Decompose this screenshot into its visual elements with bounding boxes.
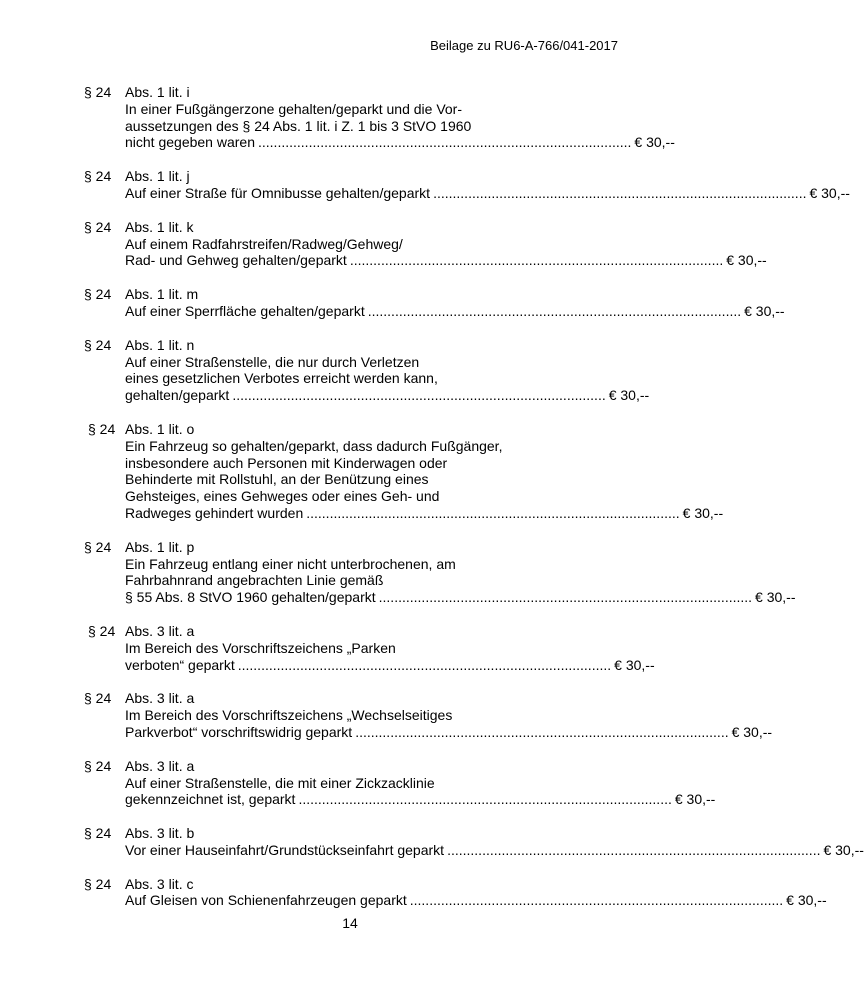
- description-line: Im Bereich des Vorschriftszeichens „Wechselseitiges: [125, 707, 453, 724]
- description-line: Ein Fahrzeug so gehalten/geparkt, dass dadurch Fußgänger,: [125, 437, 503, 454]
- description-last-line: [125, 892, 827, 909]
- fine-entry: [84, 218, 767, 269]
- description-line: Auf einer Straße für Omnibusse gehalten/geparkt: [125, 184, 431, 201]
- paragraph-number: § 24: [84, 538, 112, 555]
- paragraph-number: § 24: [84, 875, 112, 892]
- description-line: § 55 Abs. 8 StVO 1960 gehalten/geparkt: [125, 589, 376, 606]
- description-last-line: [125, 252, 767, 269]
- dot-leader: ................................................................................................: [447, 841, 821, 858]
- paragraph-number: § 24: [84, 690, 112, 707]
- description-line: nicht gegeben waren: [125, 134, 255, 151]
- fine-amount: € 30,--: [674, 791, 716, 808]
- paragraph-number: § 24: [84, 825, 112, 842]
- paragraph-number: § 24: [88, 622, 116, 639]
- subsection: Abs. 3 lit. a: [125, 622, 195, 639]
- dot-leader: ................................................................................................: [306, 504, 680, 521]
- paragraph-number: § 24: [88, 420, 116, 437]
- fine-amount: € 30,--: [726, 252, 767, 269]
- paragraph-number: § 24: [84, 336, 112, 353]
- description-line: Im Bereich des Vorschriftszeichens „Parken: [125, 639, 396, 656]
- description-line: Parkverbot“ vorschriftswidrig geparkt: [125, 723, 353, 740]
- description-line: Rad- und Gehweg gehalten/geparkt: [125, 252, 347, 269]
- description-last-line: [125, 656, 655, 674]
- description-line: Fahrbahnrand angebrachten Linie gemäß: [125, 572, 384, 589]
- fine-amount: € 30,--: [823, 841, 864, 858]
- paragraph-number: § 24: [84, 84, 112, 100]
- dot-leader: ................................................................................................: [237, 656, 612, 673]
- description-line: Gehsteiges, eines Gehweges oder eines Geh- und: [125, 488, 440, 505]
- fine-entry: [84, 757, 716, 808]
- subsection: Abs. 1 lit. i: [125, 84, 190, 100]
- description-line: Auf Gleisen von Schienenfahrzeugen geparkt: [125, 892, 407, 909]
- description-line: Ein Fahrzeug entlang einer nicht unterbrochenen, am: [125, 555, 456, 572]
- subsection: Abs. 1 lit. o: [125, 420, 195, 437]
- dot-leader: ................................................................................................: [298, 791, 672, 808]
- description-line: gehalten/geparkt: [125, 387, 230, 404]
- dot-leader: ................................................................................................: [232, 387, 606, 404]
- fine-amount: € 30,--: [744, 302, 785, 319]
- description-line: gekennzeichnet ist, geparkt: [125, 791, 296, 808]
- subsection: Abs. 3 lit. b: [125, 825, 195, 842]
- fine-entry: [84, 286, 785, 320]
- fine-entry: [84, 420, 724, 522]
- description-last-line: [125, 791, 716, 808]
- description-last-line: [125, 589, 796, 606]
- fine-amount: € 30,--: [755, 589, 796, 606]
- description-line: eines gesetzlichen Verbotes erreicht werden kann,: [125, 370, 438, 387]
- subsection: Abs. 3 lit. a: [125, 757, 195, 774]
- fine-entry: [84, 84, 675, 151]
- fine-entry: [84, 875, 827, 910]
- subsection: Abs. 1 lit. p: [125, 538, 195, 555]
- description-line: verboten“ geparkt: [125, 656, 235, 673]
- description-line: Auf einer Sperrfläche gehalten/geparkt: [125, 302, 365, 319]
- description-line: Behinderte mit Rollstuhl, an der Benützung eines: [125, 471, 429, 488]
- subsection: Abs. 1 lit. m: [125, 286, 199, 303]
- fine-entry: [84, 825, 864, 859]
- description-last-line: [125, 841, 864, 859]
- fine-amount: € 30,--: [614, 656, 655, 673]
- description-line: insbesondere auch Personen mit Kinderwagen oder: [125, 454, 448, 471]
- description-line: aussetzungen des § 24 Abs. 1 lit. i Z. 1 bis 3 StVO 1960: [125, 117, 472, 134]
- dot-leader: ................................................................................................: [355, 723, 729, 740]
- paragraph-number: § 24: [84, 218, 112, 235]
- fine-entry: [84, 336, 650, 404]
- paragraph-number: § 24: [84, 757, 112, 774]
- page-number: 14: [342, 915, 358, 931]
- paragraph-number: § 24: [84, 168, 112, 185]
- description-line: Auf einer Straßenstelle, die nur durch Verletzen: [125, 353, 420, 370]
- dot-leader: ................................................................................................: [409, 892, 784, 909]
- dot-leader: ................................................................................................: [433, 184, 807, 201]
- dot-leader: ................................................................................................: [378, 589, 753, 606]
- subsection: Abs. 1 lit. n: [125, 336, 195, 353]
- subsection: Abs. 3 lit. a: [125, 690, 195, 707]
- description-last-line: [125, 184, 850, 202]
- description-last-line: [125, 134, 675, 151]
- dot-leader: ................................................................................................: [258, 134, 632, 151]
- description-line: In einer Fußgängerzone gehalten/geparkt und die Vor-: [125, 100, 463, 117]
- subsection: Abs. 1 lit. j: [125, 168, 190, 185]
- dot-leader: ................................................................................................: [349, 252, 724, 269]
- description-last-line: [125, 504, 724, 522]
- fine-amount: € 30,--: [634, 134, 675, 151]
- document-reference: Beilage zu RU6-A-766/041-2017: [430, 38, 618, 53]
- fine-entry: [84, 622, 655, 673]
- fine-amount: € 30,--: [608, 387, 650, 404]
- paragraph-number: § 24: [84, 286, 112, 303]
- dot-leader: ................................................................................................: [367, 302, 742, 319]
- fine-entry: [84, 538, 796, 606]
- description-line: Auf einer Straßenstelle, die mit einer Zickzacklinie: [125, 774, 435, 791]
- subsection: Abs. 3 lit. c: [125, 875, 194, 892]
- description-line: Vor einer Hauseinfahrt/Grundstückseinfahrt geparkt: [125, 841, 445, 858]
- description-last-line: [125, 387, 650, 404]
- fine-catalog: [84, 84, 864, 909]
- fine-entry: [84, 690, 773, 740]
- fine-amount: € 30,--: [809, 184, 850, 201]
- fine-entry: [84, 168, 850, 202]
- description-last-line: [125, 723, 773, 741]
- fine-amount: € 30,--: [786, 892, 827, 909]
- fine-amount: € 30,--: [682, 504, 724, 521]
- description-last-line: [125, 302, 785, 320]
- description-line: Auf einem Radfahrstreifen/Radweg/Gehweg/: [125, 235, 403, 252]
- subsection: Abs. 1 lit. k: [125, 218, 194, 235]
- description-line: Radweges gehindert wurden: [125, 504, 304, 521]
- fine-amount: € 30,--: [731, 723, 773, 740]
